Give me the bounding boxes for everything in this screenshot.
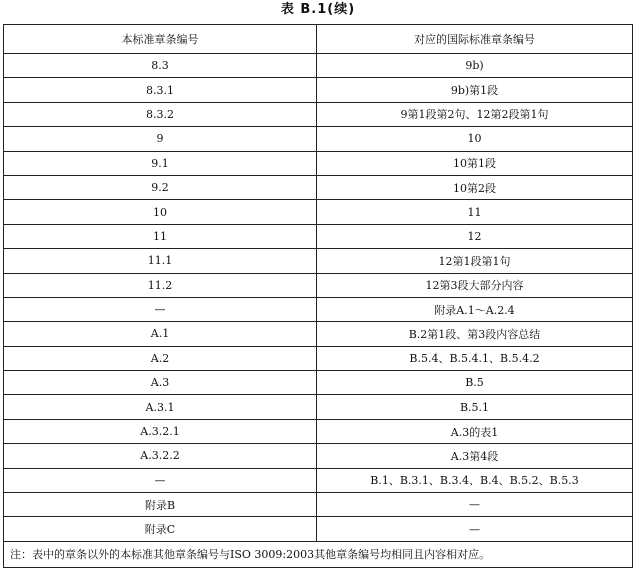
standard-clause-cell: 附录C bbox=[4, 517, 317, 541]
table-row bbox=[4, 371, 633, 395]
standard-clause-cell: — bbox=[4, 468, 317, 492]
table-row bbox=[4, 346, 633, 370]
standard-clause-cell: 8.3.2 bbox=[4, 102, 317, 126]
table-row bbox=[4, 395, 633, 419]
table-note: 注：表中的章条以外的本标准其他章条编号与ISO 3009:2003其他章条编号均相同且内容相对应。 bbox=[4, 541, 633, 567]
standard-clause-cell: 11 bbox=[4, 224, 317, 248]
table-row bbox=[4, 127, 633, 151]
standard-clause-cell: A.1 bbox=[4, 322, 317, 346]
standard-clause-cell: A.3.2.1 bbox=[4, 419, 317, 443]
international-clause-cell: — bbox=[317, 517, 633, 541]
international-clause-cell: 12第1段第1句 bbox=[317, 249, 633, 273]
standard-clause-cell: 8.3 bbox=[4, 54, 317, 78]
column-header-standard-clause: 本标准章条编号 bbox=[4, 25, 317, 54]
table-caption: 表 B.1(续) bbox=[280, 2, 356, 17]
standard-clause-cell: A.3.2.2 bbox=[4, 444, 317, 468]
standard-clause-cell: 11.2 bbox=[4, 273, 317, 297]
standard-clause-cell: A.3 bbox=[4, 371, 317, 395]
table-row bbox=[4, 273, 633, 297]
standard-clause-cell: 9.1 bbox=[4, 151, 317, 175]
correspondence-table bbox=[3, 24, 633, 568]
international-clause-cell: B.5.1 bbox=[317, 395, 633, 419]
note-row bbox=[4, 541, 633, 567]
standard-clause-cell: 9.2 bbox=[4, 175, 317, 199]
standard-clause-cell: — bbox=[4, 297, 317, 321]
table-row bbox=[4, 517, 633, 541]
international-clause-cell: 9b) bbox=[317, 54, 633, 78]
standard-clause-cell: 8.3.1 bbox=[4, 78, 317, 102]
table-row bbox=[4, 249, 633, 273]
column-header-international-clause: 对应的国际标准章条编号 bbox=[317, 25, 633, 54]
international-clause-cell: 12第3段大部分内容 bbox=[317, 273, 633, 297]
table-row bbox=[4, 78, 633, 102]
international-clause-cell: 12 bbox=[317, 224, 633, 248]
standard-clause-cell: 附录B bbox=[4, 493, 317, 517]
table-row bbox=[4, 297, 633, 321]
international-clause-cell: B.5 bbox=[317, 371, 633, 395]
table-row bbox=[4, 102, 633, 126]
international-clause-cell: — bbox=[317, 493, 633, 517]
standard-clause-cell: 9 bbox=[4, 127, 317, 151]
table-row bbox=[4, 200, 633, 224]
international-clause-cell: B.1、B.3.1、B.3.4、B.4、B.5.2、B.5.3 bbox=[317, 468, 633, 492]
international-clause-cell: 11 bbox=[317, 200, 633, 224]
standard-clause-cell: A.3.1 bbox=[4, 395, 317, 419]
standard-clause-cell: 11.1 bbox=[4, 249, 317, 273]
table-row bbox=[4, 419, 633, 443]
international-clause-cell: B.5.4、B.5.4.1、B.5.4.2 bbox=[317, 346, 633, 370]
table-row bbox=[4, 468, 633, 492]
international-clause-cell: 10 bbox=[317, 127, 633, 151]
table-row bbox=[4, 54, 633, 78]
international-clause-cell: B.2第1段、第3段内容总结 bbox=[317, 322, 633, 346]
international-clause-cell: 10第2段 bbox=[317, 175, 633, 199]
table-row bbox=[4, 444, 633, 468]
table-row bbox=[4, 175, 633, 199]
international-clause-cell: 9b)第1段 bbox=[317, 78, 633, 102]
international-clause-cell: 附录A.1～A.2.4 bbox=[317, 297, 633, 321]
international-clause-cell: A.3第4段 bbox=[317, 444, 633, 468]
table-row bbox=[4, 322, 633, 346]
table-header-row bbox=[4, 25, 633, 54]
international-clause-cell: A.3的表1 bbox=[317, 419, 633, 443]
table-row bbox=[4, 224, 633, 248]
standard-clause-cell: A.2 bbox=[4, 346, 317, 370]
international-clause-cell: 10第1段 bbox=[317, 151, 633, 175]
table-row bbox=[4, 151, 633, 175]
standard-clause-cell: 10 bbox=[4, 200, 317, 224]
international-clause-cell: 9第1段第2句、12第2段第1句 bbox=[317, 102, 633, 126]
table-row bbox=[4, 493, 633, 517]
